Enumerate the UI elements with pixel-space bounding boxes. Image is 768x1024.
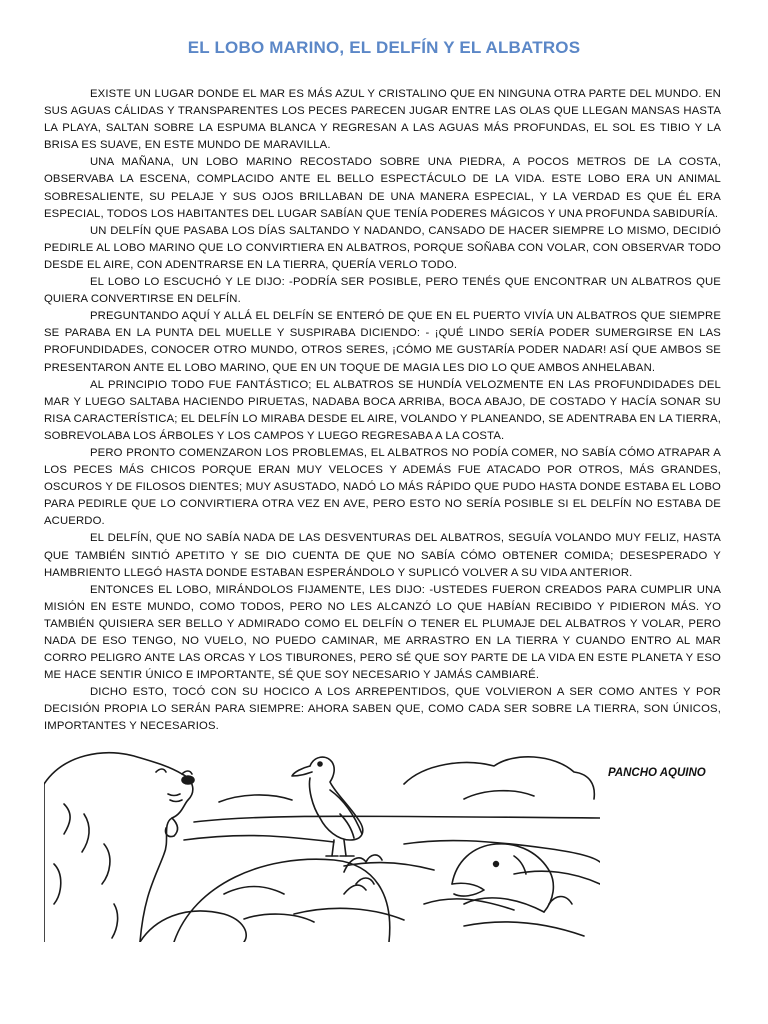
- paragraph: UNA MAÑANA, UN LOBO MARINO RECOSTADO SOBRE UNA PIEDRA, A POCOS METROS DE LA COSTA, OBSERVABA LA ESCENA, COMPLACIDO ANTE EL BELLO ESPECTÁCULO DE LA VIDA. ESTE LOBO ERA UN ANIMAL SOBRESALIENTE, SU PELAJE Y SUS OJOS BRILLABAN DE UNA MANERA ESPECIAL, Y LA VERDAD ES QUE ÉL ERA ESPECIAL, TODOS LOS HABITANTES DEL LUGAR SABÍAN QUE TENÍA PODERES MÁGICOS Y UNA PROFUNDA SABIDURÍA.: [44, 156, 721, 220]
- paragraph: AL PRINCIPIO TODO FUE FANTÁSTICO; EL ALBATROS SE HUNDÍA VELOZMENTE EN LAS PROFUNDIDADES DEL MAR Y LUEGO SALTABA HACIENDO PIRUETAS, NADABA BOCA ARRIBA, BOCA ABAJO, DE COSTADO Y HACÍA SONAR SU RISA CARACTERÍSTICA; EL DELFÍN LO MIRABA DESDE EL AIRE, VOLANDO Y PLANEANDO, SE ADENTRABA EN LA TIERRA, SOBREVOLABA LOS ÁRBOLES Y LOS CAMPOS Y LUEGO REGRESABA A LA COSTA.: [44, 378, 721, 442]
- paragraph: ENTONCES EL LOBO, MIRÁNDOLOS FIJAMENTE, LES DIJO: -USTEDES FUERON CREADOS PARA CUMPLIR UNA MISIÓN EN ESTE MUNDO, COMO TODOS, PERO NO LES ALCANZÓ LO QUE HABÍAN RECIBIDO Y PIDIERON MÁS. YO TAMBIÉN QUISIERA SER BELLO Y ADMIRADO COMO EL DELFÍN O TENER EL PLUMAJE DEL ALBATROS Y VOLAR, PERO NADA DE ESO TENGO, NO VUELO, NO PUEDO CAMINAR, ME ARRASTRO EN LA TIERRA Y CUANDO ENTRO AL MAR CORRO PELIGRO ANTE LAS ORCAS Y LOS TIBURONES, PERO SÉ QUE SOY PARTE DE LA VIDA EN ESTE PLANETA Y ESO ME HACE SENTIR ÚNICO E IMPORTANTE, SÉ QUE SOY NECESARIO Y JAMÁS CAMBIARÉ.: [44, 583, 721, 682]
- paragraph: EL DELFÍN, QUE NO SABÍA NADA DE LAS DESVENTURAS DEL ALBATROS, SEGUÍA VOLANDO MUY FELIZ, HASTA QUE TAMBIÉN SINTIÓ APETITO Y SE DIO CUENTA DE QUE NO SABÍA CÓMO OBTENER COMIDA; DESESPERADO Y HAMBRIENTO LLEGÓ HASTA DONDE ESTABAN ESPERÁNDOLO Y SUPLICÓ VOLVER A SU VIDA ANTERIOR.: [44, 532, 721, 579]
- story-illustration: [44, 744, 600, 942]
- dolphin-drawing: [452, 844, 553, 912]
- sea-lion-drawing: [44, 753, 246, 942]
- page-title: EL LOBO MARINO, EL DELFÍN Y EL ALBATROS: [187, 38, 581, 57]
- clouds-drawing: [219, 757, 594, 802]
- paragraph: EL LOBO LO ESCUCHÓ Y LE DIJO: -PODRÍA SER POSIBLE, PERO TENÉS QUE ENCONTRAR UN ALBATROS QUE QUIERA CONVERTIRSE EN DELFÍN.: [44, 276, 721, 306]
- story-body: [44, 86, 721, 736]
- paragraph: UN DELFÍN QUE PASABA LOS DÍAS SALTANDO Y NADANDO, CANSADO DE HACER SIEMPRE LO MISMO, DECIDIÓ PEDIRLE AL LOBO MARINO QUE LO CONVIRTIERA EN ALBATROS, PORQUE SOÑABA CON VOLAR, CON OBSERVAR TODO DESDE EL AIRE, CON ADENTRARSE EN LA TIERRA, QUERÍA VERLO TODO.: [44, 224, 721, 271]
- paragraph: PREGUNTANDO AQUÍ Y ALLÁ EL DELFÍN SE ENTERÓ DE QUE EN EL PUERTO VIVÍA UN ALBATROS QUE SIEMPRE SE PARABA EN LA PUNTA DEL MUELLE Y SUSPIRABA DICIENDO: - ¡QUÉ LINDO SERÍA PODER SUMERGIRSE EN LAS PROFUNDIDADES, CONOCER OTRO MUNDO, OTROS SERES, ¡CÓMO ME GUSTARÍA PODER NADAR! ASÍ QUE AMBOS SE PRESENTARON ANTE EL LOBO MARINO, QUE EN UN TOQUE DE MAGIA LES DIO LO QUE AMBOS ANHELABAN.: [44, 310, 721, 374]
- paragraph: EXISTE UN LUGAR DONDE EL MAR ES MÁS AZUL Y CRISTALINO QUE EN NINGUNA OTRA PARTE DEL MUNDO. EN SUS AGUAS CÁLIDAS Y TRANSPARENTES LOS PECES PARECEN JUGAR ENTRE LAS OLAS QUE LLEGAN MANSAS HASTA LA PLAYA, SALTAN SOBRE LA ESPUMA BLANCA Y REGRESAN A LAS AGUAS MÁS PROFUNDAS, EL SOL ES TIBIO Y LA BRISA ES SUAVE, EN ESTE MUNDO DE MARAVILLA.: [44, 88, 721, 152]
- paragraph: PERO PRONTO COMENZARON LOS PROBLEMAS, EL ALBATROS NO PODÍA COMER, NO SABÍA CÓMO ATRAPAR A LOS PECES MÁS CHICOS PORQUE ERAN MUY VELOCES Y ADEMÁS FUE ATACADO POR OTROS, MÁS GRANDES, OSCUROS Y DE FILOSOS DIENTES; MUY ASUSTADO, NADÓ LO MÁS RÁPIDO QUE PUDO HASTA DONDE ESTABA EL LOBO PARA PEDIRLE QUE LO CONVIRTIERA OTRA VEZ EN AVE, PERO ESTO NO SERÍA POSIBLE SI EL DELFÍN NO ESTABA DE ACUERDO.: [44, 446, 721, 528]
- rock-texture-drawing: [224, 887, 314, 923]
- author-signature: PANCHO AQUINO: [608, 767, 706, 779]
- rock-drawing: [174, 859, 390, 942]
- paragraph: DICHO ESTO, TOCÓ CON SU HOCICO A LOS ARREPENTIDOS, QUE VOLVIERON A SER COMO ANTES Y POR DECISIÓN PROPIA LO SERÁN PARA SIEMPRE: AHORA SABEN QUE, COMO CADA SER SOBRE LA TIERRA, SON ÚNICOS, IMPORTANTES Y NECESARIOS.: [44, 686, 721, 733]
